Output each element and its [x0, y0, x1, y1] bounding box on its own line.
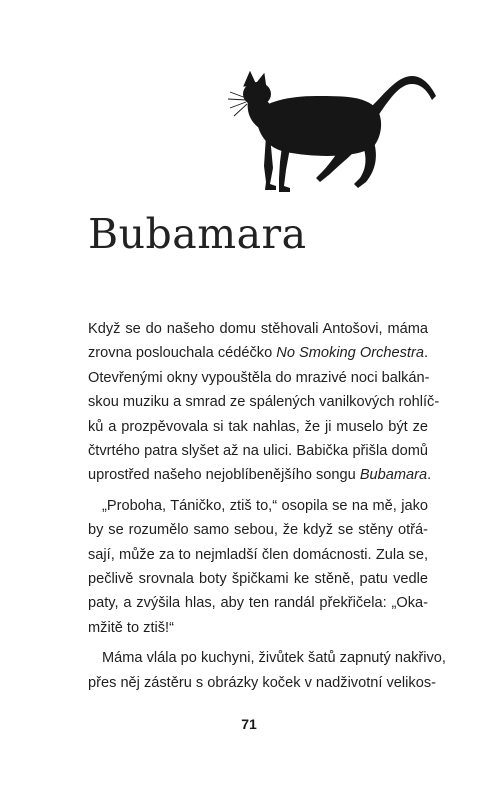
paragraph-line	[88, 494, 428, 518]
text-run: mžitě to ztiš!“	[88, 619, 174, 636]
paragraph-line	[88, 591, 428, 615]
text-run: zrovna poslouchala cédéčko	[88, 345, 277, 362]
text-run: .	[427, 467, 432, 484]
text-run: paty, a zvýšila hlas, aby ten randál překřičela: „Oka-	[88, 595, 428, 612]
text-run: Máma vlála po kuchyni, živůtek šatů zapnutý nakřivo,	[102, 650, 446, 667]
paragraph-line	[88, 415, 428, 439]
paragraph-line	[88, 366, 428, 390]
paragraph-line	[88, 518, 428, 542]
text-run: ků a prozpěvovala si tak nahlas, že ji muselo být ze	[88, 418, 428, 435]
text-run: sají, může za to nejmladší člen domácnosti. Zula se,	[88, 546, 428, 563]
text-run: přes něj zástěru s obrázky koček v nadživotní velikos-	[88, 674, 436, 691]
text-run: by se rozumělo samo sebou, že když se stěny otřá-	[88, 522, 428, 539]
paragraph-line	[88, 567, 428, 591]
paragraph-line	[88, 390, 440, 414]
paragraph-line	[88, 646, 446, 670]
chapter-title: Bubamara	[88, 210, 307, 258]
paragraph-line	[88, 317, 428, 341]
page-number: 71	[241, 716, 257, 732]
paragraph-line	[88, 616, 428, 640]
italic-title-text: Bubamara	[359, 467, 428, 484]
paragraph-line	[88, 463, 432, 487]
text-run: uprostřed našeho nejoblíbenějšího songu	[88, 467, 360, 484]
italic-title-text: No Smoking Orchestra	[276, 345, 424, 362]
text-run: skou muziku a smrad ze spálených vanilkových rohlíč-	[88, 394, 440, 411]
text-run: .	[423, 345, 428, 362]
text-run: pečlivě srovnala boty špičkami ke stěně, patu vedle	[88, 571, 428, 588]
text-run: Když se do našeho domu stěhovali Antošovi, máma	[88, 321, 428, 337]
chapter-body-text	[88, 317, 446, 695]
paragraph-line	[88, 439, 428, 463]
text-run: čtvrtého patra slyšet až na ulici. Babička přišla domů	[88, 443, 428, 460]
text-run: Otevřenými okny vypouštěla do mrazivé noci balkán-	[88, 369, 430, 386]
black-cat-silhouette-icon	[226, 66, 438, 198]
paragraph-line	[88, 341, 428, 365]
paragraph-line	[88, 543, 428, 567]
text-run: „Proboha, Táničko, ztiš to,“ osopila se na mě, jako	[102, 497, 428, 514]
paragraph-line	[88, 671, 436, 695]
